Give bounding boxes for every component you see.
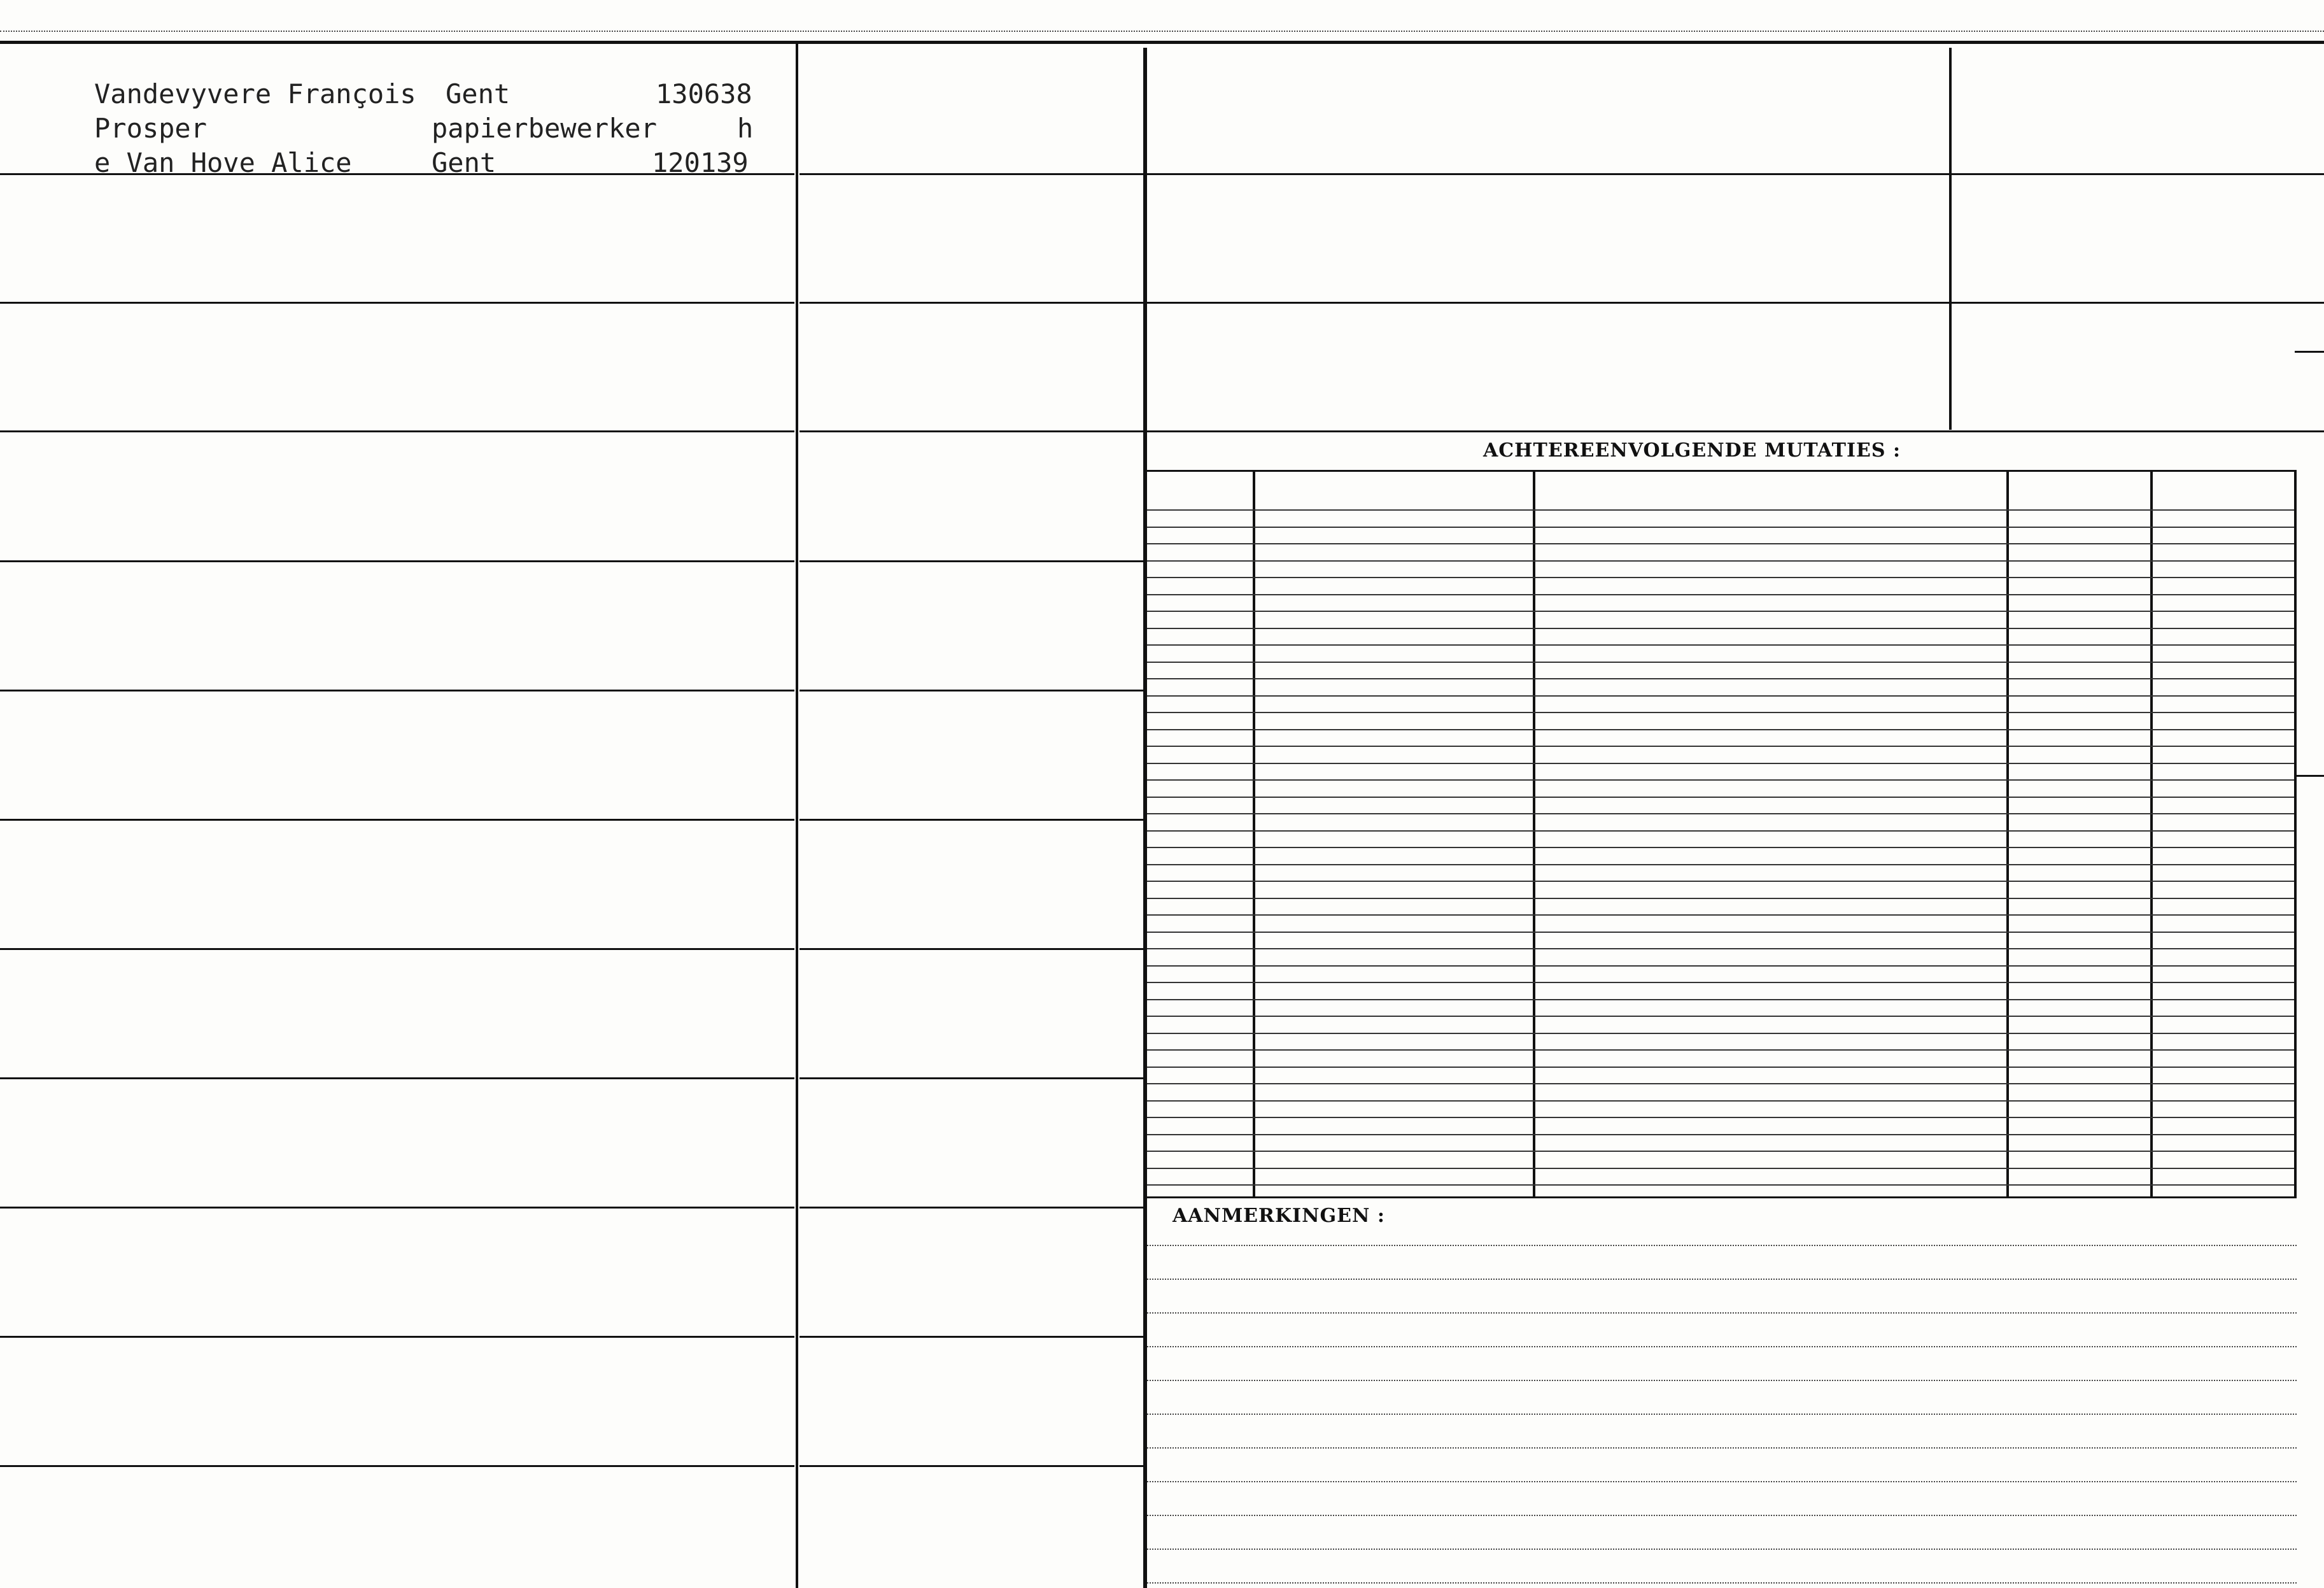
middle-row-rule — [799, 1207, 1143, 1209]
left-column-divider — [796, 44, 798, 1588]
mutations-heading: ACHTEREENVOLGENDE MUTATIES : — [1483, 439, 1901, 462]
left-row-rule — [0, 1465, 794, 1467]
mutations-line — [1147, 527, 2294, 528]
mutations-line — [1147, 797, 2294, 798]
right-upper-divider — [1949, 48, 1952, 430]
mutations-col-divider — [1533, 472, 1535, 1196]
entry-place-line3: Gent — [432, 147, 496, 178]
right-row-rule — [1147, 430, 2324, 432]
remarks-line — [1147, 1582, 2297, 1584]
mutations-line — [1147, 948, 2294, 949]
mutations-line — [1147, 509, 2294, 511]
mutations-line — [1147, 1067, 2294, 1068]
mutations-line — [1147, 999, 2294, 1000]
remarks-line — [1147, 1279, 2297, 1280]
mutations-line — [1147, 1033, 2294, 1034]
mutations-line — [1147, 779, 2294, 781]
entry-name-line3: e Van Hove Alice — [94, 147, 352, 178]
entry-sex: h — [737, 113, 754, 144]
right-row-rule — [1147, 173, 2324, 175]
remarks-line — [1147, 1312, 2297, 1314]
margin-tick — [2295, 351, 2324, 353]
mutations-line — [1147, 914, 2294, 916]
entry-occupation: papierbewerker — [432, 113, 658, 144]
mutations-line — [1147, 1100, 2294, 1102]
middle-row-rule — [799, 302, 1143, 304]
left-row-rule — [0, 690, 794, 691]
mutations-bottom-rule — [1147, 1196, 2297, 1198]
remarks-line — [1147, 1481, 2297, 1482]
mutations-line — [1147, 965, 2294, 967]
mutations-line — [1147, 695, 2294, 697]
left-row-rule — [0, 1077, 794, 1079]
middle-row-rule — [799, 173, 1143, 175]
top-border — [0, 41, 2324, 44]
middle-row-rule — [799, 1077, 1143, 1079]
mutations-line — [1147, 830, 2294, 832]
middle-row-rule — [799, 560, 1143, 562]
mutations-top-rule — [1147, 470, 2297, 472]
mutations-right-border — [2294, 472, 2297, 1196]
mutations-line — [1147, 628, 2294, 629]
left-row-rule — [0, 819, 794, 821]
middle-row-rule — [799, 948, 1143, 950]
mutations-line — [1147, 712, 2294, 713]
mutations-line — [1147, 932, 2294, 933]
mutations-line — [1147, 813, 2294, 814]
mutations-line — [1147, 577, 2294, 578]
remarks-line — [1147, 1549, 2297, 1550]
mutations-line — [1147, 1168, 2294, 1169]
mutations-line — [1147, 763, 2294, 764]
middle-row-rule — [799, 1465, 1143, 1467]
middle-row-rule — [799, 819, 1143, 821]
mutations-line — [1147, 1049, 2294, 1051]
entry-place-line1: Gent — [446, 78, 511, 110]
mutations-line — [1147, 982, 2294, 983]
mutations-line — [1147, 594, 2294, 595]
entry-date-line3: 120139 — [652, 147, 749, 178]
center-column-divider — [1143, 48, 1147, 1588]
top-edge-dotted — [0, 31, 2324, 32]
remarks-line — [1147, 1447, 2297, 1449]
remarks-line — [1147, 1346, 2297, 1347]
mutations-line — [1147, 881, 2294, 882]
mutations-line — [1147, 1117, 2294, 1118]
mutations-line — [1147, 644, 2294, 646]
mutations-col-divider — [2150, 472, 2153, 1196]
mutations-line — [1147, 847, 2294, 848]
mutations-line — [1147, 898, 2294, 899]
margin-tick — [2295, 775, 2324, 777]
remarks-line — [1147, 1414, 2297, 1415]
remarks-line — [1147, 1245, 2297, 1246]
mutations-col-divider — [2006, 472, 2009, 1196]
entry-name-line1: Vandevyvere François — [94, 78, 416, 110]
left-row-rule — [0, 948, 794, 950]
mutations-line — [1147, 678, 2294, 679]
mutations-line — [1147, 1151, 2294, 1152]
mutations-line — [1147, 1184, 2294, 1186]
left-row-rule — [0, 1207, 794, 1209]
entry-date-line1: 130638 — [656, 78, 752, 110]
mutations-line — [1147, 1134, 2294, 1135]
mutations-line — [1147, 864, 2294, 865]
mutations-line — [1147, 611, 2294, 612]
mutations-line — [1147, 1016, 2294, 1017]
mutations-line — [1147, 560, 2294, 562]
left-row-rule — [0, 302, 794, 304]
mutations-line — [1147, 1083, 2294, 1084]
mutations-col-divider — [1253, 472, 1255, 1196]
left-row-rule — [0, 430, 794, 432]
mutations-line — [1147, 746, 2294, 747]
right-row-rule — [1147, 302, 2324, 304]
middle-row-rule — [799, 1336, 1143, 1338]
left-row-rule — [0, 1336, 794, 1338]
left-row-rule — [0, 560, 794, 562]
mutations-line — [1147, 662, 2294, 663]
entry-name-line2: Prosper — [94, 113, 208, 144]
remarks-line — [1147, 1515, 2297, 1516]
mutations-line — [1147, 543, 2294, 544]
middle-row-rule — [799, 690, 1143, 691]
remarks-line — [1147, 1380, 2297, 1381]
middle-row-rule — [799, 430, 1143, 432]
remarks-heading: AANMERKINGEN : — [1173, 1205, 1385, 1227]
mutations-line — [1147, 729, 2294, 730]
